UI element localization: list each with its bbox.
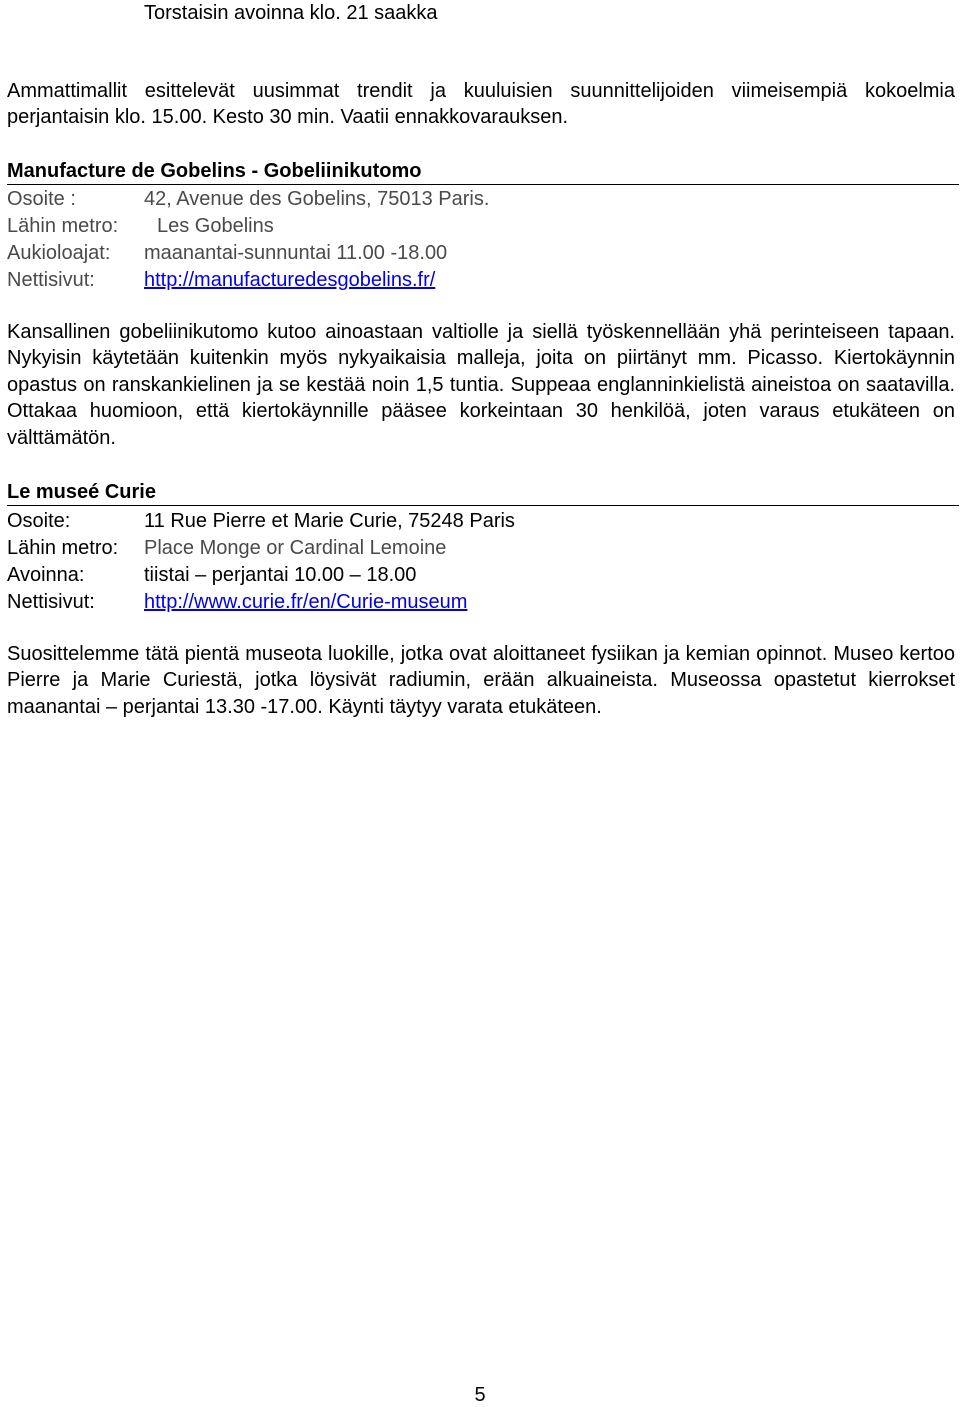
curie-metro-value: Place Monge or Cardinal Lemoine — [144, 537, 447, 559]
curie-web-label: Nettisivut: — [7, 591, 95, 613]
gobelins-metro-value: Les Gobelins — [157, 215, 274, 237]
curie-address-value: 11 Rue Pierre et Marie Curie, 75248 Paris — [144, 510, 515, 532]
gobelins-web-link[interactable]: http://manufacturedesgobelins.fr/ — [144, 269, 436, 291]
curie-hours-value: tiistai – perjantai 10.00 – 18.00 — [144, 564, 417, 586]
gobelins-web-label: Nettisivut: — [7, 269, 95, 291]
gobelins-description: Kansallinen gobeliinikutomo kutoo ainoastaan valtiolle ja siellä työskennellään yhä perinteiseen tapaan. Nykyisin käytetään kuitenkin myös nykyaikaisia malleja, joita on piirtänyt mm. Picasso. Kiertokäynnin opastus on ranskankielinen ja se kestää noin 1,5 tuntia. Suppeaa englanninkielistä aineistoa on saatavilla. Ottakaa huomioon, että kiertokäynnille pääsee korkeintaan 30 henkilöä, joten varaus etukäteen on välttämätön. — [7, 321, 955, 449]
gobelins-hours-value: maanantai-sunnuntai 11.00 -18.00 — [144, 242, 448, 264]
gobelins-hours-label: Aukioloajat: — [7, 242, 111, 264]
page-number: 5 — [474, 1384, 486, 1406]
gobelins-metro-label: Lähin metro: — [7, 215, 119, 237]
gobelins-heading: Manufacture de Gobelins - Gobeliinikutomo — [7, 158, 959, 185]
curie-metro-label: Lähin metro: — [7, 537, 119, 559]
curie-description: Suosittelemme tätä pientä museota luokille, jotka ovat aloittaneet fysiikan ja kemian opinnot. Museo kertoo Pierre ja Marie Curiestä, jotka löysivät radiumin, erään alkuaineista. Museossa opastetut kierrokset maanantai – perjantai 13.30 -17.00. Käynti täytyy varata etukäteen. — [7, 643, 955, 718]
gobelins-address-label: Osoite : — [7, 188, 76, 210]
curie-heading: Le museé Curie — [7, 479, 959, 506]
curie-hours-label: Avoinna: — [7, 564, 85, 586]
thursday-opening-note: Torstaisin avoinna klo. 21 saakka — [144, 2, 438, 24]
curie-web-link[interactable]: http://www.curie.fr/en/Curie-museum — [144, 591, 468, 613]
gobelins-address-value: 42, Avenue des Gobelins, 75013 Paris. — [144, 188, 490, 210]
fashion-show-paragraph: Ammattimallit esittelevät uusimmat trendit ja kuuluisien suunnittelijoiden viimeisempiä kokoelmia perjantaisin klo. 15.00. Kesto 30 min. Vaatii ennakkovarauksen. — [7, 80, 955, 129]
curie-address-label: Osoite: — [7, 510, 71, 532]
